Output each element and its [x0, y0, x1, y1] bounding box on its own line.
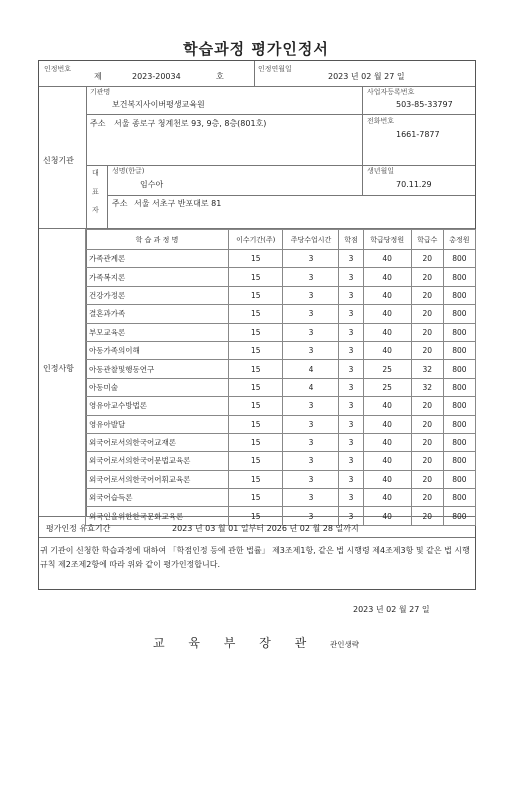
- course-row: [86, 250, 476, 268]
- course-value-cell: 40: [363, 286, 411, 304]
- representative-label-1: 대: [92, 169, 99, 177]
- course-value-cell: 40: [363, 323, 411, 341]
- issue-date: 2023 년 02 월 27 일: [353, 605, 430, 614]
- course-value-cell: 20: [411, 470, 443, 488]
- header-total-capacity: 총정원: [443, 230, 475, 250]
- cert-no-prefix: 제: [94, 72, 102, 81]
- course-value-cell: 40: [363, 341, 411, 359]
- document-title: 학습과정 평가인정서: [183, 40, 329, 58]
- course-value-cell: 800: [443, 286, 475, 304]
- course-value-cell: 15: [229, 323, 283, 341]
- cert-date-label: 인정연월일: [258, 65, 292, 73]
- course-name-cell: 가족관계론: [86, 250, 229, 268]
- course-row: [86, 378, 476, 396]
- course-value-cell: 800: [443, 250, 475, 268]
- course-value-cell: 15: [229, 489, 283, 507]
- rep-birth-label: 생년월일: [367, 167, 395, 175]
- rep-name-label: 성명(한글): [112, 167, 145, 175]
- course-value-cell: 20: [411, 452, 443, 470]
- cert-date: 2023 년 02 월 27 일: [328, 72, 405, 81]
- validity-period: 2023 년 03 월 01 일부터 2026 년 02 월 28 일까지: [172, 524, 359, 533]
- rep-name: 임수아: [140, 180, 164, 189]
- course-value-cell: 800: [443, 378, 475, 396]
- course-value-cell: 15: [229, 250, 283, 268]
- course-value-cell: 15: [229, 452, 283, 470]
- course-value-cell: 20: [411, 489, 443, 507]
- header-course-name: 학 습 과 정 명: [86, 230, 229, 250]
- course-name-cell: 아동관찰및행동연구: [86, 360, 229, 378]
- course-value-cell: 800: [443, 415, 475, 433]
- course-value-cell: 20: [411, 323, 443, 341]
- course-value-cell: 4: [283, 378, 339, 396]
- course-name-cell: 결혼과가족: [86, 305, 229, 323]
- course-value-cell: 800: [443, 323, 475, 341]
- issuer-name: 교 육 부 장 관: [152, 636, 317, 650]
- header-weekly-hours: 주당수업시간: [283, 230, 339, 250]
- course-value-cell: 3: [339, 470, 363, 488]
- course-value-cell: 40: [363, 250, 411, 268]
- representative-label-2: 표: [92, 188, 99, 196]
- course-value-cell: 40: [363, 433, 411, 451]
- course-value-cell: 20: [411, 341, 443, 359]
- statement-text: 귀 기관이 신청한 학습과정에 대하여 「학점인정 등에 관한 법률」 제3조제1항, 같은 법 시행령 제4조제3항 및 같은 법 시행규칙 제2조제2항에 따라 위와 같이 평가인정합니다.: [40, 546, 470, 569]
- course-value-cell: 32: [411, 360, 443, 378]
- course-value-cell: 20: [411, 433, 443, 451]
- course-name-cell: 아동미술: [86, 378, 229, 396]
- course-value-cell: 15: [229, 433, 283, 451]
- course-value-cell: 40: [363, 415, 411, 433]
- course-row: [86, 415, 476, 433]
- course-row: [86, 323, 476, 341]
- course-value-cell: 3: [283, 286, 339, 304]
- course-name-cell: 외국어로서의한국어문법교육론: [86, 452, 229, 470]
- course-value-cell: 3: [339, 268, 363, 286]
- course-value-cell: 20: [411, 415, 443, 433]
- applicant-section-label: 신청기관: [43, 156, 74, 165]
- course-value-cell: 3: [339, 397, 363, 415]
- course-value-cell: 40: [363, 452, 411, 470]
- course-value-cell: 15: [229, 415, 283, 433]
- issuer-line: [0, 634, 512, 651]
- course-value-cell: 3: [283, 489, 339, 507]
- course-value-cell: 15: [229, 397, 283, 415]
- course-value-cell: 15: [229, 360, 283, 378]
- address-label: 주소: [90, 119, 106, 128]
- course-name-cell: 건강가정론: [86, 286, 229, 304]
- course-value-cell: 3: [283, 470, 339, 488]
- course-name-cell: 아동가족의이해: [86, 341, 229, 359]
- course-value-cell: 3: [283, 305, 339, 323]
- course-value-cell: 15: [229, 268, 283, 286]
- cert-no: 2023-20034: [132, 72, 181, 81]
- course-value-cell: 3: [283, 268, 339, 286]
- course-row: [86, 470, 476, 488]
- course-value-cell: 3: [283, 341, 339, 359]
- course-value-cell: 25: [363, 360, 411, 378]
- course-value-cell: 20: [411, 250, 443, 268]
- course-value-cell: 20: [411, 507, 443, 525]
- course-value-cell: 20: [411, 397, 443, 415]
- course-value-cell: 3: [283, 397, 339, 415]
- course-value-cell: 3: [339, 360, 363, 378]
- course-row: [86, 286, 476, 304]
- course-value-cell: 40: [363, 268, 411, 286]
- course-row: [86, 507, 476, 525]
- course-name-cell: 영유아교수방법론: [86, 397, 229, 415]
- course-value-cell: 800: [443, 507, 475, 525]
- course-value-cell: 15: [229, 305, 283, 323]
- header-credits: 학점: [339, 230, 363, 250]
- course-value-cell: 800: [443, 305, 475, 323]
- course-name-cell: 부모교육론: [86, 323, 229, 341]
- course-row: [86, 433, 476, 451]
- course-value-cell: 3: [339, 507, 363, 525]
- course-value-cell: 800: [443, 268, 475, 286]
- course-value-cell: 3: [339, 415, 363, 433]
- course-value-cell: 40: [363, 397, 411, 415]
- cert-no-label: 인정번호: [44, 65, 72, 73]
- course-name-cell: 영유아발달: [86, 415, 229, 433]
- validity-label: 평가인정 유효기간: [46, 524, 111, 533]
- course-value-cell: 32: [411, 378, 443, 396]
- course-value-cell: 40: [363, 470, 411, 488]
- course-value-cell: 800: [443, 489, 475, 507]
- seal-note: 관인생략: [330, 640, 360, 649]
- course-value-cell: 3: [283, 433, 339, 451]
- course-value-cell: 15: [229, 378, 283, 396]
- course-name-cell: 외국어로서의한국어어휘교육론: [86, 470, 229, 488]
- course-value-cell: 3: [339, 341, 363, 359]
- course-value-cell: 20: [411, 305, 443, 323]
- course-table: [85, 229, 476, 526]
- biz-no-label: 사업자등록번호: [367, 88, 415, 96]
- rep-address: 서울 서초구 반포대로 81: [134, 199, 222, 208]
- header-duration: 이수기간(주): [229, 230, 283, 250]
- org-label: 기관명: [90, 88, 111, 96]
- course-value-cell: 40: [363, 507, 411, 525]
- course-value-cell: 3: [339, 433, 363, 451]
- course-row: [86, 341, 476, 359]
- course-name-cell: 외국어습득론: [86, 489, 229, 507]
- course-value-cell: 40: [363, 489, 411, 507]
- course-value-cell: 800: [443, 433, 475, 451]
- course-value-cell: 15: [229, 470, 283, 488]
- course-value-cell: 3: [339, 323, 363, 341]
- course-value-cell: 800: [443, 452, 475, 470]
- course-value-cell: 25: [363, 378, 411, 396]
- course-value-cell: 800: [443, 470, 475, 488]
- cert-no-suffix: 호: [216, 72, 224, 81]
- course-value-cell: 3: [283, 507, 339, 525]
- phone-label: 전화번호: [367, 117, 395, 125]
- course-row: [86, 305, 476, 323]
- org-address: 서울 종로구 청계천로 93, 9층, 8층(801호): [114, 119, 267, 128]
- course-row: [86, 360, 476, 378]
- course-value-cell: 3: [339, 489, 363, 507]
- course-value-cell: 800: [443, 397, 475, 415]
- course-row: [86, 397, 476, 415]
- org-name: 보건복지사이버평생교육원: [112, 100, 205, 109]
- course-value-cell: 3: [283, 452, 339, 470]
- course-name-cell: 외국인을위한한국문화교육론: [86, 507, 229, 525]
- course-value-cell: 3: [339, 305, 363, 323]
- rep-address-label: 주소: [112, 199, 128, 208]
- course-value-cell: 40: [363, 305, 411, 323]
- course-row: [86, 452, 476, 470]
- course-value-cell: 3: [339, 452, 363, 470]
- course-value-cell: 15: [229, 341, 283, 359]
- course-value-cell: 3: [339, 250, 363, 268]
- course-table-header: [86, 230, 476, 250]
- phone-number: 1661-7877: [396, 130, 440, 139]
- course-value-cell: 15: [229, 286, 283, 304]
- course-row: [86, 268, 476, 286]
- course-value-cell: 3: [283, 415, 339, 433]
- biz-no: 503-85-33797: [396, 100, 453, 109]
- representative-label-3: 자: [92, 206, 99, 214]
- header-class-capacity: 학급당정원: [363, 230, 411, 250]
- course-value-cell: 3: [283, 323, 339, 341]
- rep-birth: 70.11.29: [396, 180, 432, 189]
- course-value-cell: 800: [443, 341, 475, 359]
- course-value-cell: 4: [283, 360, 339, 378]
- header-class-count: 학급수: [411, 230, 443, 250]
- course-value-cell: 15: [229, 507, 283, 525]
- course-value-cell: 20: [411, 286, 443, 304]
- course-value-cell: 3: [339, 286, 363, 304]
- course-value-cell: 3: [283, 250, 339, 268]
- course-value-cell: 20: [411, 268, 443, 286]
- course-name-cell: 가족복지론: [86, 268, 229, 286]
- course-value-cell: 3: [339, 378, 363, 396]
- course-name-cell: 외국어로서의한국어교재론: [86, 433, 229, 451]
- courses-section-label: 인정사항: [43, 364, 74, 373]
- course-value-cell: 800: [443, 360, 475, 378]
- course-row: [86, 489, 476, 507]
